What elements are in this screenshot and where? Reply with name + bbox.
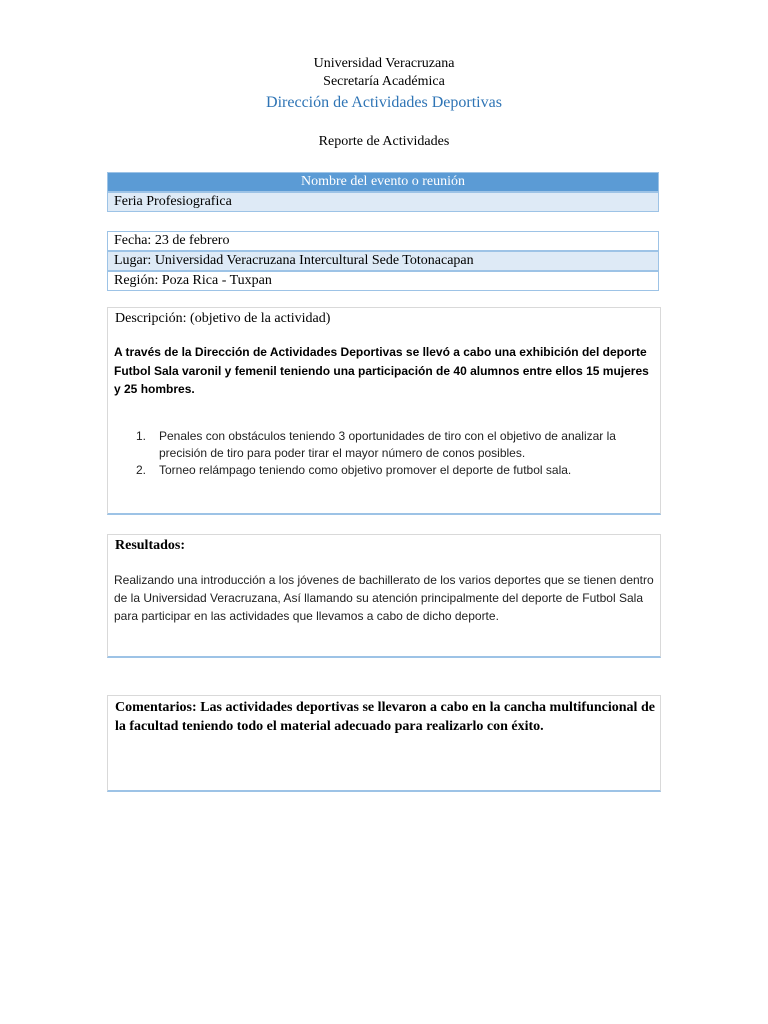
resultados-text: Realizando una introducción a los jóvenes de bachillerato de los varios deportes que se tienen dentro de la Universidad Veracruzana, Así llamando su atención principalmente del deporte de Futbol Sala para participar en las actividades que llevamos a cabo de dicho deporte.	[114, 573, 654, 623]
list-item	[114, 428, 654, 462]
descripcion-title: Descripción: (objetivo de la actividad)	[115, 311, 331, 326]
event-table-header: Nombre del evento o reunión	[107, 172, 659, 192]
comentarios-text: Comentarios: Las actividades deportivas se llevaron a cabo en la cancha multifuncional de la facultad teniendo todo el material adecuado para realizarlo con éxito.	[115, 700, 655, 734]
fecha-cell: Fecha: 23 de febrero	[107, 231, 659, 251]
list-item-number: 1.	[136, 429, 147, 443]
event-name-cell: Feria Profesiografica	[107, 192, 659, 212]
report-title: Reporte de Actividades	[318, 134, 450, 149]
resultados-box	[107, 534, 661, 658]
region-cell: Región: Poza Rica - Tuxpan	[107, 271, 659, 291]
university-name: Universidad Veracruzana	[313, 56, 455, 71]
descripcion-list	[114, 428, 654, 479]
descripcion-box	[107, 307, 661, 515]
list-item-number: 2.	[136, 463, 147, 477]
direction-title: Dirección de Actividades Deportivas	[266, 94, 502, 111]
secretariat-name: Secretaría Académica	[323, 74, 445, 89]
comentarios-box	[107, 695, 661, 792]
list-item	[114, 462, 654, 479]
list-item-text: Penales con obstáculos teniendo 3 oportunidades de tiro con el objetivo de analizar la precisión de tiro para poder tirar el mayor número de conos posibles.	[159, 429, 616, 460]
lugar-cell: Lugar: Universidad Veracruzana Intercultural Sede Totonacapan	[107, 251, 659, 271]
resultados-title: Resultados:	[115, 538, 186, 553]
descripcion-text: A través de la Dirección de Actividades Deportivas se llevó a cabo una exhibición del deporte Futbol Sala varonil y femenil teniendo una participación de 40 alumnos entre ellos 15 mujeres y 25 hombres.	[114, 345, 649, 396]
list-item-text: Torneo relámpago teniendo como objetivo promover el deporte de futbol sala.	[159, 463, 572, 477]
